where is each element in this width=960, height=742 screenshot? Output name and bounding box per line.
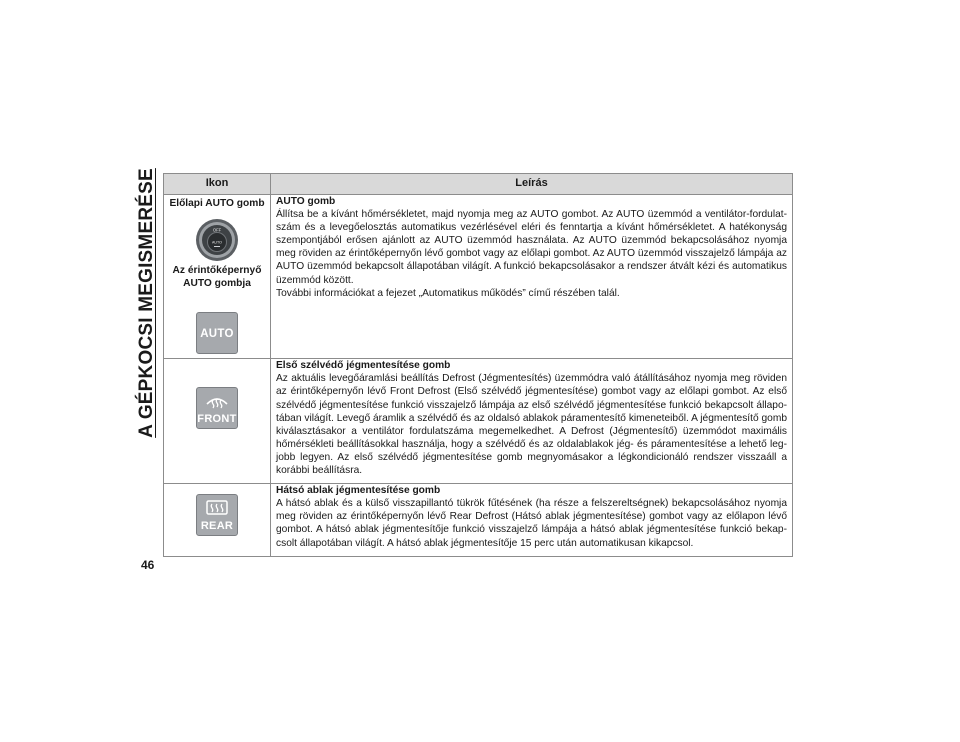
front-button-label: FRONT [197,413,237,426]
desc-cell-rear [271,484,793,556]
icon-cell-auto [164,195,271,359]
page-number: 46 [141,558,155,572]
desc-body-auto: Állítsa be a kívánt hőmérsékletet, majd nyomja meg az AUTO gombot. Az AUTO üzemmód a ventilátor-fordulat- szám és a levegőelosztás automatikus vezérlésével eléri és fenntartja a kívánt hőmérsékletet. A hatékonyság szempontjából erősen ajánlott az AUTO üzemmód használata. Az AUTO üzemmód bekapcsolásához nyomja meg röviden az érintőképernyőn lévő gombot vagy az előlapi gombot. Az AUTO üzemmód visszajelző lámpája az AUTO üzemmód bekapcsolt állapotában világít. A funkció bekapcsolásakor a rendszer átvált kézi és automatikus üzemmód között. [276,209,787,286]
auto-knob-icon [195,218,239,262]
section-side-title [133,168,161,438]
table-row-front [164,359,793,484]
icon-cell-front [164,359,271,484]
rear-defrost-icon [196,494,238,536]
desc-cell-auto [271,195,793,359]
table-row-rear [164,484,793,556]
desc-body-front: Az aktuális levegőáramlási beállítás Defrost (Jégmentesítés) üzemmódra való átállításához nyomja meg röviden az érintőképernyőn lévő Front Defrost (Első szélvédő jégmentesítése) gombot vagy az előlapi gombot. Az első szélvédő jégmentesítése funkció visszajelző lámpája az első szélvédő jégmentesítése funkció bekapcsolt állapo- tában világít. Levegő áramlik a szélvédő és az oldalsó ablakok páramentesítő kimeneteiből. A jégmentesítő gomb kiválasztásakor a ventilátor fordulatszáma megemelkedhet. A Defrost (Jégmentesítő) üzemmódot maximális hőmérsékleti beállításokkal használja, hogy a szélvédő és az oldalablakok jég- és páramentesítése a lehető leg- jobb legyen. Az első szélvédő jégmentesítése gomb megnyomásakor a légkondicionáló rendszer visszaáll a korábbi beállításra. [276,373,787,477]
header-icon: Ikon [164,174,271,195]
auto-button-label: AUTO [200,328,234,341]
icon-cell-rear [164,484,271,556]
controls-table [163,173,793,557]
front-defrost-icon [196,387,238,429]
desc-title-front: Első szélvédő jégmentesítése gomb [276,360,451,372]
rear-button-label: REAR [200,520,234,533]
section-side-title-text: A GÉPKOCSI MEGISMERÉSE [136,168,157,438]
table-header-row [164,174,793,195]
icon-title-auto: Előlapi AUTO gomb [169,198,265,209]
knob-off-label: OFF [212,227,222,233]
desc-extra-auto: További információkat a fejezet „Automatikus működés” című részében talál. [276,287,620,299]
header-description: Leírás [271,174,793,195]
knob-auto-label: AUTO [212,240,222,245]
desc-cell-front [271,359,793,484]
desc-title-rear: Hátsó ablak jégmentesítése gomb [276,485,441,497]
desc-body-rear: A hátsó ablak és a külső visszapillantó tükrök fűtésének (ha része a felszereltségnek) bekapcsolásához nyomja meg röviden az érintőképernyőn lévő Rear Defrost (Hátsó ablak jégmentesítése) gombot vagy az előlapon lévő gombot. A hátsó ablak jégmentesítője funkció visszajelző lámpája a hátsó ablak jégmentesítése funkció bekap- csolt állapotában világít. A hátsó ablak jégmentesítője 15 perc után automatikusan kikapcsol. [276,498,787,549]
desc-title-auto: AUTO gomb [276,196,336,207]
icon-caption-auto: Az érintőképernyő AUTO gombja [172,265,262,290]
windshield-defrost-icon [205,392,229,412]
table-row-auto [164,195,793,359]
auto-button-icon [196,312,238,354]
rear-window-defrost-icon [205,499,229,519]
